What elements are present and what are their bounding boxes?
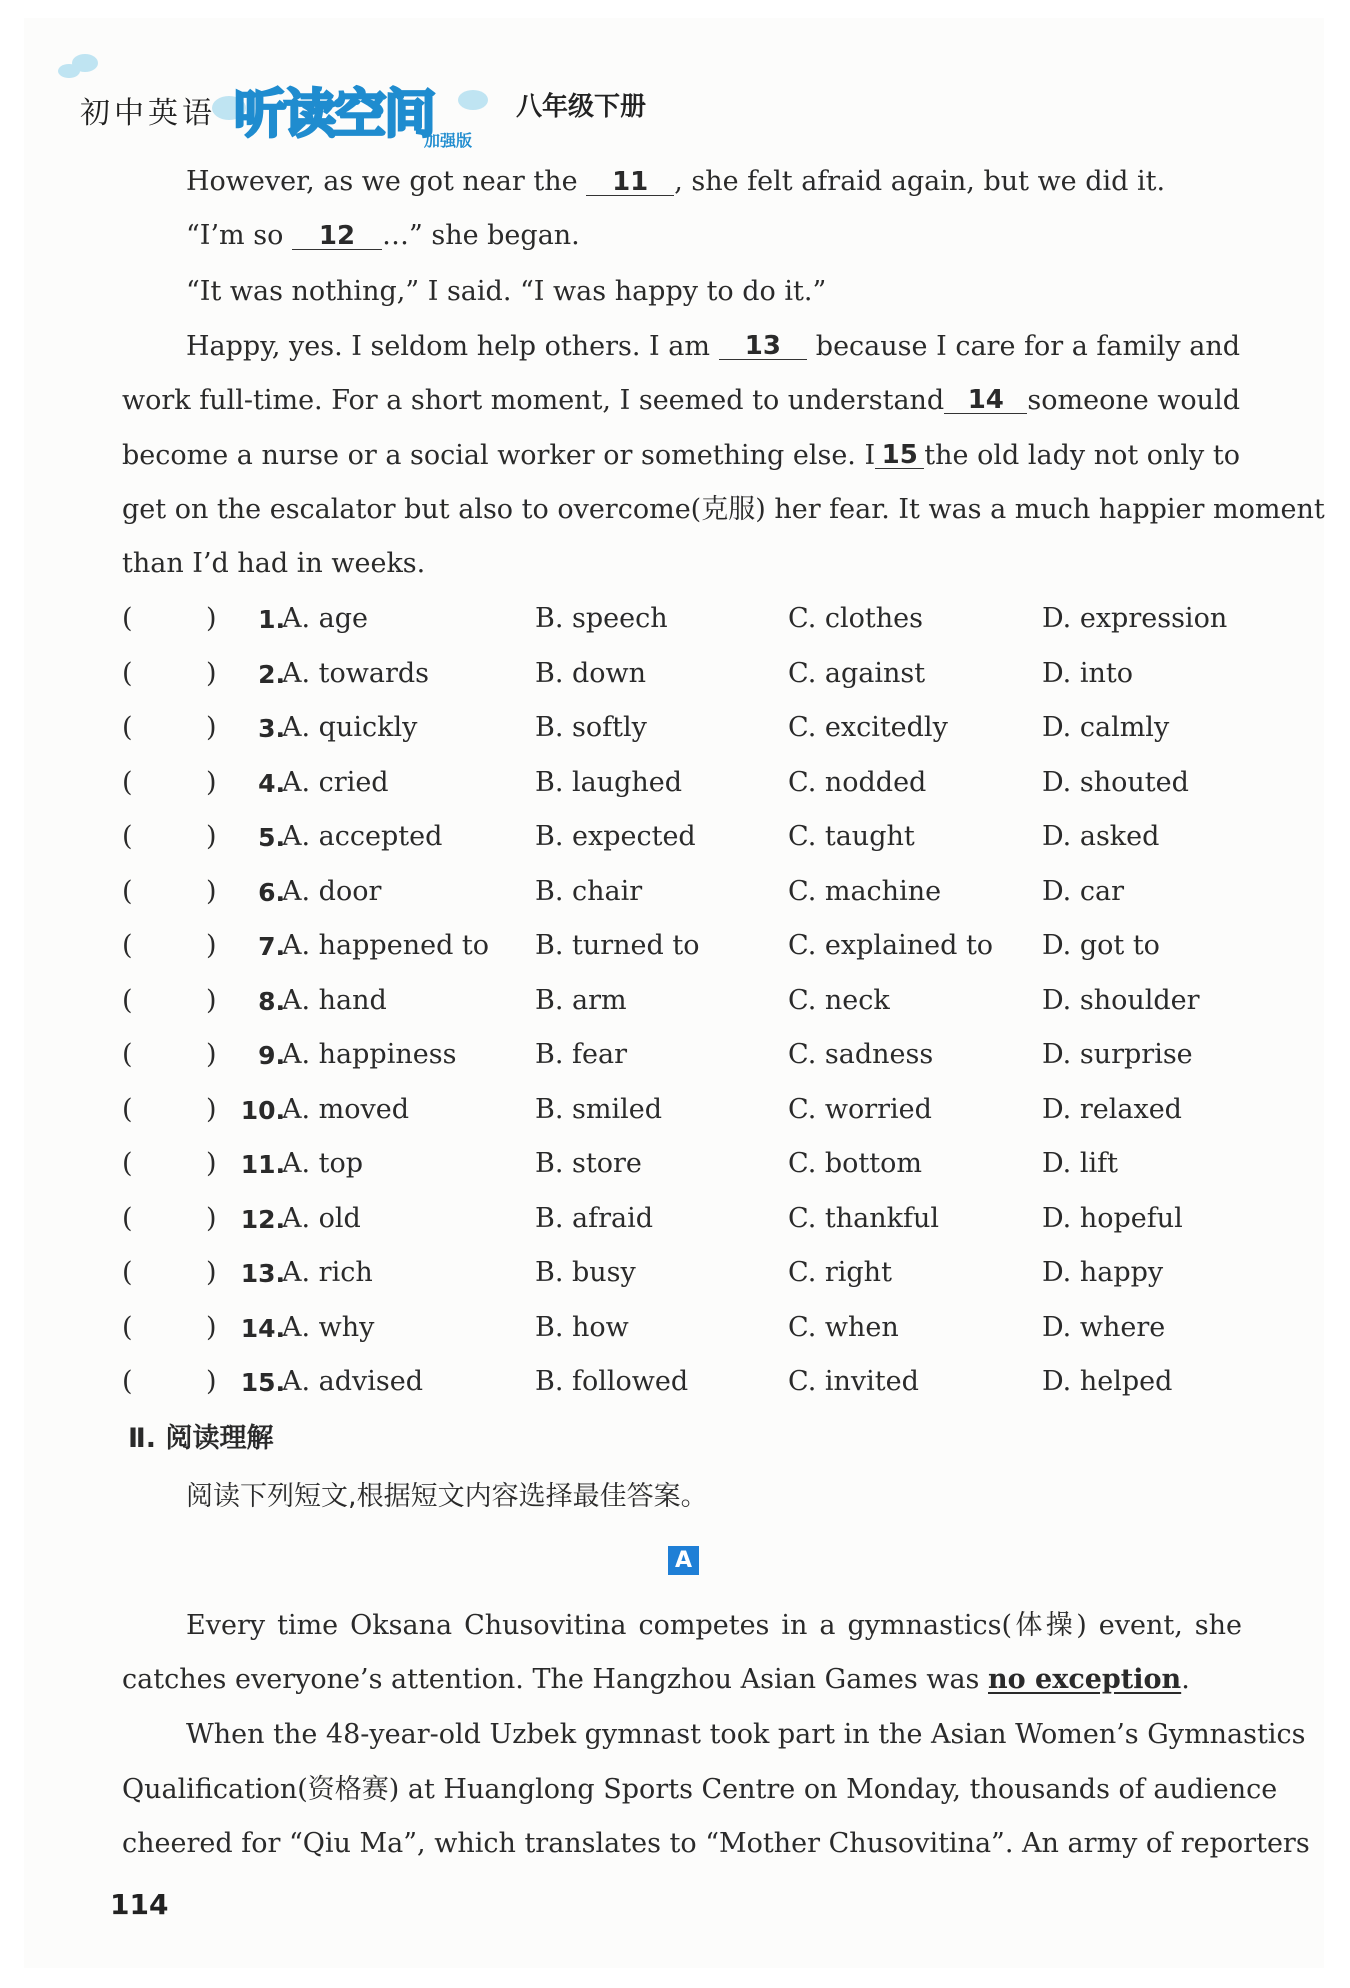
answer-paren-open[interactable]: ( [122,1093,133,1125]
text: However, as we got near the [186,166,578,197]
option-a: A. door [282,875,382,907]
passage-a-line: cheered for “Qiu Ma”, which translates to “Mother Chusovitina”. An army of reporters [122,1828,1310,1859]
series-title: 初中英语 [80,96,216,131]
page-number: 114 [110,1888,169,1921]
option-d: D. shoulder [1042,984,1200,1016]
option-c: C. against [788,657,926,689]
passage-label-badge: A [668,1546,699,1575]
option-b: B. busy [535,1257,636,1288]
text: Happy, yes. I seldom help others. I am [186,331,710,362]
text: …” she began. [381,220,580,251]
emphasized-phrase: no exception [988,1664,1182,1695]
question-number: 9. [258,1041,285,1070]
question-row [122,1094,1252,1128]
decor-bubble [458,90,488,110]
option-a: A. hand [282,984,387,1016]
option-a: A. why [282,1311,375,1343]
option-d: D. where [1042,1311,1166,1343]
question-row [122,930,1252,964]
passage-line [122,550,425,577]
option-a: A. age [282,603,369,634]
answer-paren-close: ) [206,1202,217,1234]
text: than I’d had in weeks. [122,548,426,579]
section-instruction: 阅读下列短文,根据短文内容选择最佳答案。 [186,1481,708,1512]
option-a: A. cried [282,766,389,798]
passage-line [186,168,1165,196]
option-c: C. nodded [788,766,927,798]
option-b: B. afraid [535,1202,654,1234]
passage-a-line [122,1666,1190,1693]
option-b: B. chair [535,875,643,907]
option-c: C. thankful [788,1202,939,1234]
cloze-blank: 14 [944,387,1027,414]
grade-label: 八年级下册 [516,92,647,122]
option-d: D. expression [1042,603,1228,634]
option-a: A. advised [282,1366,424,1397]
page-header [52,50,952,150]
answer-paren-close: ) [206,766,217,798]
answer-paren-open[interactable]: ( [122,875,133,907]
question-row [122,1312,1252,1346]
option-b: B. store [535,1148,642,1179]
option-d: D. shouted [1042,766,1189,798]
passage-line [122,442,1240,469]
passage-a-line: Every time Oksana Chusovitina competes in a gymnastics(体操) event, she [186,1610,1242,1641]
brand-logo: 听读空间 [234,85,435,145]
option-b: B. softly [535,712,647,743]
text: work full-time. For a short moment, I seemed to understand [122,385,945,416]
passage-a-line: When the 48-year-old Uzbek gymnast took part in the Asian Women’s Gymnastics [186,1719,1306,1750]
answer-paren-open[interactable]: ( [122,1039,133,1070]
question-row [122,1257,1252,1291]
question-number: 5. [258,823,285,852]
option-c: C. bottom [788,1148,922,1179]
answer-paren-open[interactable]: ( [122,1311,133,1343]
option-a: A. old [282,1202,361,1234]
option-d: D. got to [1042,930,1160,961]
option-c: C. neck [788,984,890,1016]
option-a: A. happiness [282,1039,457,1070]
text: because I care for a family and [815,331,1240,362]
question-row [122,712,1252,746]
answer-paren-close: ) [206,875,217,907]
option-c: C. sadness [788,1039,934,1070]
decor-bubble [72,54,98,72]
option-c: C. excitedly [788,712,948,743]
answer-paren-open[interactable]: ( [122,657,133,689]
option-a: A. moved [282,1093,410,1125]
option-d: D. happy [1042,1257,1164,1288]
option-d: D. helped [1042,1366,1173,1397]
answer-paren-close: ) [206,1093,217,1125]
question-row [122,821,1252,855]
question-row [122,603,1252,637]
brand-edition: 加强版 [424,131,473,150]
question-row [122,985,1252,1019]
question-row [122,658,1252,692]
option-a: A. rich [282,1257,373,1288]
answer-paren-close: ) [206,603,217,634]
answer-paren-open[interactable]: ( [122,1257,133,1288]
question-number: 14. [240,1313,285,1343]
passage-line: get on the escalator but also to overcome(克服) her fear. It was a much happier moment [122,494,1325,525]
cloze-blank: 15 [875,442,924,469]
cloze-blank: 11 [586,169,674,196]
answer-paren-close: ) [206,930,217,961]
passage-line [186,222,580,250]
option-b: B. how [535,1311,629,1343]
question-number: 4. [258,768,285,798]
question-row [122,1366,1252,1400]
option-b: B. speech [535,603,668,634]
answer-paren-open[interactable]: ( [122,1148,133,1179]
question-number: 13. [240,1259,285,1288]
cloze-blank: 13 [719,333,807,360]
answer-paren-close: ) [206,1148,217,1179]
option-b: B. laughed [535,766,683,798]
option-b: B. smiled [535,1093,662,1125]
question-number: 2. [258,659,285,689]
answer-paren-open[interactable]: ( [122,712,133,743]
question-row [122,1039,1252,1073]
passage-line [186,278,826,305]
option-d: D. calmly [1042,712,1170,743]
option-c: C. explained to [788,930,994,961]
text: , she felt afraid again, but we did it. [674,166,1166,197]
answer-paren-close: ) [206,712,217,743]
question-row [122,1203,1252,1237]
question-number: 11. [240,1150,285,1179]
question-number: 10. [240,1095,285,1125]
passage-a-line: Qualification(资格赛) at Huanglong Sports Centre on Monday, thousands of audience [122,1774,1278,1805]
question-number: 12. [240,1204,285,1234]
answer-paren-close: ) [206,1039,217,1070]
text: . [1181,1664,1190,1695]
option-b: B. turned to [535,930,700,961]
answer-paren-close: ) [206,1366,217,1397]
option-d: D. surprise [1042,1039,1193,1070]
answer-paren-close: ) [206,1257,217,1288]
option-d: D. lift [1042,1148,1118,1179]
option-b: B. fear [535,1039,627,1070]
question-row [122,1148,1252,1182]
question-number: 6. [258,877,285,907]
question-row [122,767,1252,801]
option-a: A. accepted [282,821,443,852]
option-c: C. worried [788,1093,932,1125]
option-d: D. hopeful [1042,1202,1183,1234]
option-c: C. right [788,1257,892,1288]
option-a: A. quickly [282,712,418,743]
option-b: B. followed [535,1366,689,1397]
passage-line [186,333,1240,360]
answer-paren-open[interactable]: ( [122,821,133,852]
option-b: B. down [535,657,647,689]
option-d: D. asked [1042,821,1160,852]
answer-paren-close: ) [206,984,217,1016]
question-number: 15. [240,1368,285,1397]
text: someone would [1027,385,1240,416]
option-c: C. clothes [788,603,923,634]
text: “It was nothing,” I said. “I was happy to do it.” [186,276,827,307]
answer-paren-close: ) [206,821,217,852]
answer-paren-open[interactable]: ( [122,1202,133,1234]
option-c: C. when [788,1311,899,1343]
option-c: C. taught [788,821,915,852]
text: “I’m so [186,220,284,251]
question-number: 7. [258,932,285,961]
option-c: C. machine [788,875,942,907]
question-row [122,876,1252,910]
answer-paren-open[interactable]: ( [122,1366,133,1397]
text: become a nurse or a social worker or something else. I [122,440,876,471]
option-a: A. top [282,1148,364,1179]
answer-paren-close: ) [206,1311,217,1343]
question-number: 8. [258,986,285,1016]
option-d: D. car [1042,875,1124,907]
text: the old lady not only to [924,440,1240,471]
option-a: A. towards [282,657,430,689]
option-b: B. expected [535,821,696,852]
option-b: B. arm [535,984,627,1016]
text: catches everyone’s attention. The Hangzhou Asian Games was [122,1664,980,1695]
option-a: A. happened to [282,930,490,961]
answer-paren-open[interactable]: ( [122,984,133,1016]
passage-line [122,387,1240,414]
answer-paren-open[interactable]: ( [122,766,133,798]
answer-paren-close: ) [206,657,217,689]
option-c: C. invited [788,1366,919,1397]
option-d: D. into [1042,657,1133,689]
question-number: 1. [258,605,285,634]
section-title: Ⅱ. 阅读理解 [128,1423,274,1454]
answer-paren-open[interactable]: ( [122,603,133,634]
cloze-blank: 12 [292,223,382,250]
answer-paren-open[interactable]: ( [122,930,133,961]
question-number: 3. [258,714,285,743]
option-d: D. relaxed [1042,1093,1182,1125]
